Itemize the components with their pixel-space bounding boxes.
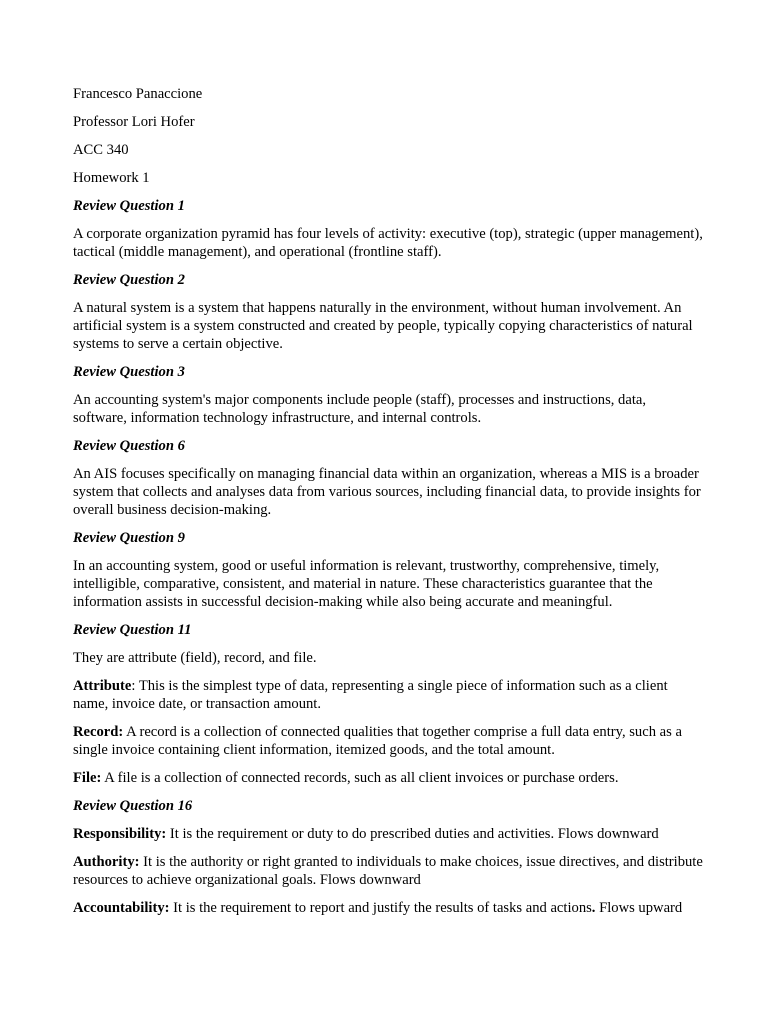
responsibility-term: Responsibility: (73, 826, 167, 842)
review-question-6-answer: An AIS focuses specifically on managing financial data within an organization, whereas a MIS is a broader system that collects and analyses data from various sources, including financial data, to provide insights for overall business decision-making. (73, 466, 701, 518)
student-name: Francesco Panaccione (73, 86, 203, 102)
attribute-term: Attribute (73, 678, 132, 694)
accountability-term: Accountability: (73, 900, 170, 916)
accountability-text: It is the requirement to report and justify the results of tasks and actions (169, 900, 592, 916)
review-question-9-answer: In an accounting system, good or useful information is relevant, trustworthy, comprehensive, timely, intelligible, comparative, consistent, and material in nature. These characteristics guarantee that the information assists in successful decision-making while also being accurate and meaningful. (73, 558, 660, 610)
record-text: A record is a collection of connected qualities that together comprise a full data entry, such as a single invoice containing client information, itemized goods, and the total amount. (73, 724, 682, 758)
course-code: ACC 340 (73, 142, 129, 158)
authority-text: It is the authority or right granted to individuals to make choices, issue directives, and distribute resources to achieve organizational goals. Flows downward (73, 854, 703, 888)
review-question-11-heading: Review Question 11 (73, 622, 192, 638)
record-definition (73, 723, 703, 759)
review-question-11-intro: They are attribute (field), record, and file. (73, 650, 317, 666)
accountability-flow-text: Flows upward (595, 900, 683, 916)
attribute-definition (73, 677, 703, 713)
review-question-6-heading: Review Question 6 (73, 438, 185, 454)
review-question-3-heading: Review Question 3 (73, 364, 185, 380)
review-question-3-answer: An accounting system's major components include people (staff), processes and instructions, data, software, information technology infrastructure, and internal controls. (73, 392, 646, 426)
review-question-2-answer: A natural system is a system that happens naturally in the environment, without human involvement. An artificial system is a system constructed and created by people, typically copying characteristics of natural systems to serve a certain objective. (73, 300, 693, 352)
professor-name: Professor Lori Hofer (73, 114, 195, 130)
accountability-period: . (591, 900, 596, 916)
attribute-text: : This is the simplest type of data, representing a single piece of information such as a client name, invoice date, or transaction amount. (73, 678, 668, 712)
review-question-2-heading: Review Question 2 (73, 272, 185, 288)
review-question-1-heading: Review Question 1 (73, 198, 185, 214)
responsibility-definition (73, 825, 703, 843)
file-term: File: (73, 770, 102, 786)
authority-term: Authority: (73, 854, 140, 870)
responsibility-text: It is the requirement or duty to do prescribed duties and activities. Flows downward (166, 826, 659, 842)
review-question-9-heading: Review Question 9 (73, 530, 185, 546)
assignment-title: Homework 1 (73, 170, 150, 186)
file-text: A file is a collection of connected records, such as all client invoices or purchase orders. (101, 770, 619, 786)
record-term: Record: (73, 724, 124, 740)
review-question-16-heading: Review Question 16 (73, 798, 193, 814)
file-definition (73, 769, 703, 787)
authority-definition (73, 853, 703, 889)
review-question-1-answer: A corporate organization pyramid has four levels of activity: executive (top), strategic (upper management), tactical (middle management), and operational (frontline staff). (73, 226, 703, 260)
document-page (73, 85, 703, 927)
accountability-definition (73, 899, 703, 917)
